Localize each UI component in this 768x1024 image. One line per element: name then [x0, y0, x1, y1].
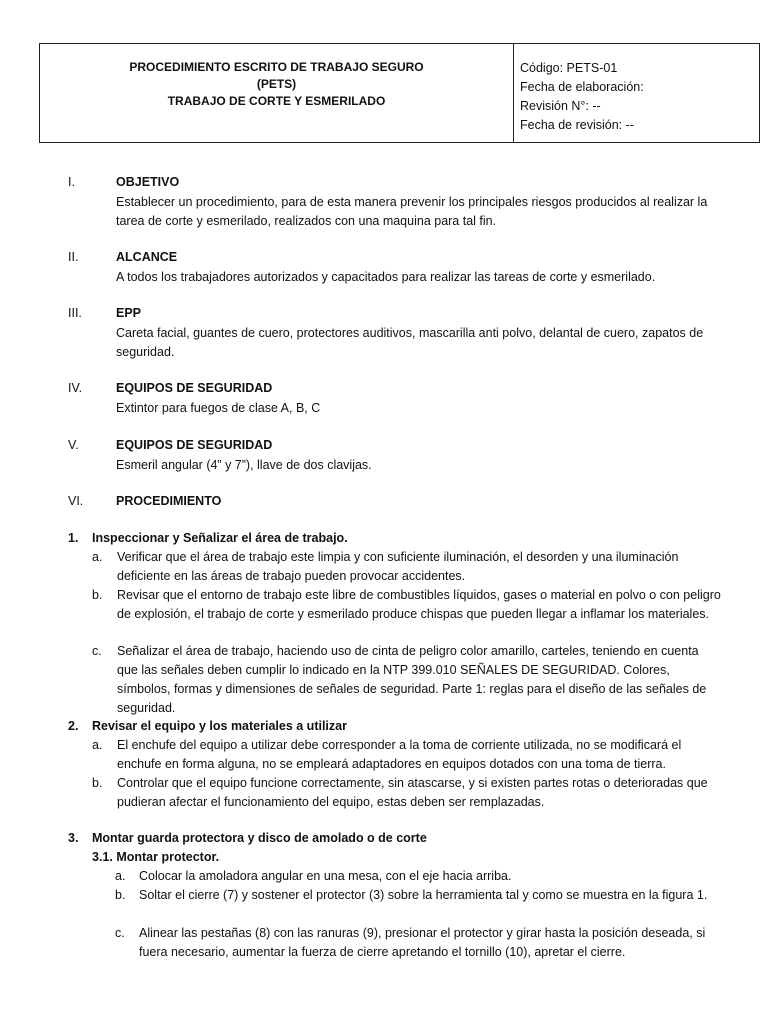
header-title-line2: (PETS) [256, 77, 297, 91]
step-title: Revisar el equipo y los materiales a utilizar [92, 719, 347, 733]
section-body: Establecer un procedimiento, para de esta manera prevenir los principales riesgos producidos al realizar la tarea de corte y esmerilado, realizados con una maquina para tal fin. [116, 194, 708, 228]
item-text: Alinear las pestañas (8) con las ranuras (9), presionar el protector y girar hasta la posición deseada, si fuera necesario, aumentar la fuerza de cierre apretando el tornillo (10), apretar el cierre. [139, 926, 706, 959]
item-letter: b. [92, 776, 103, 790]
elaboration-date: Fecha de elaboración: [520, 80, 644, 94]
step-number: 1. [68, 531, 79, 545]
item-text: Colocar la amoladora angular en una mesa, con el eje hacia arriba. [139, 869, 512, 883]
revision-number: Revisión N°: -- [520, 99, 601, 113]
section-number: IV. [68, 381, 83, 395]
section-title: EQUIPOS DE SEGURIDAD [116, 438, 273, 452]
section-title: OBJETIVO [116, 175, 180, 189]
item-letter: b. [115, 888, 126, 902]
header-title-line3: TRABAJO DE CORTE Y ESMERILADO [167, 94, 386, 108]
step-number: 2. [68, 719, 79, 733]
section-body: A todos los trabajadores autorizados y capacitados para realizar las tareas de corte y esmerilado. [116, 269, 656, 284]
step-title: Inspeccionar y Señalizar el área de trabajo. [92, 531, 348, 545]
section-number: VI. [68, 494, 84, 508]
section-number: I. [68, 175, 75, 189]
section-body: Careta facial, guantes de cuero, protectores auditivos, mascarilla anti polvo, delantal de cuero, zapatos de seguridad. [116, 325, 704, 359]
item-letter: c. [115, 926, 125, 940]
section-title: EPP [116, 306, 142, 320]
item-text: Soltar el cierre (7) y sostener el protector (3) sobre la herramienta tal y como se muestra en la figura 1. [139, 888, 708, 902]
section-body: Extintor para fuegos de clase A, B, C [116, 400, 321, 415]
item-text: Señalizar el área de trabajo, haciendo uso de cinta de peligro color amarillo, carteles, teniendo en cuenta que las señales deben cumplir lo indicado en la NTP 399.010 SEÑALES DE SEGURIDAD. Colores, símbolos, formas y dimensiones de señales de seguridad. Parte 1: reglas para el diseño de las señales de seguridad. [117, 644, 707, 715]
document-code: Código: PETS-01 [520, 61, 618, 75]
step-title: Montar guarda protectora y disco de amolado o de corte [92, 831, 427, 845]
section-title: EQUIPOS DE SEGURIDAD [116, 381, 273, 395]
step-number: 3. [68, 831, 79, 845]
item-letter: a. [92, 550, 103, 564]
document-header [39, 43, 760, 143]
item-text: Verificar que el área de trabajo este limpia y con suficiente iluminación, el desorden y una iluminación deficiente en las áreas de trabajo pueden provocar accidentes. [117, 550, 679, 583]
header-meta-block [514, 44, 759, 142]
item-text: El enchufe del equipo a utilizar debe corresponder a la toma de corriente utilizada, no se modificará el enchufe en forma alguna, no se empleará adaptadores en equipos dotados con una toma de tierra. [117, 738, 682, 771]
header-title-line1: PROCEDIMIENTO ESCRITO DE TRABAJO SEGURO [129, 60, 424, 74]
section-body: Esmeril angular (4” y 7”), llave de dos clavijas. [116, 457, 372, 472]
item-letter: a. [115, 869, 126, 883]
item-letter: b. [92, 588, 103, 602]
item-letter: c. [92, 644, 102, 658]
section-number: III. [68, 306, 82, 320]
step-subtitle: 3.1. Montar protector. [92, 850, 220, 864]
item-letter: a. [92, 738, 103, 752]
header-title-block [40, 44, 514, 142]
item-text: Controlar que el equipo funcione correctamente, sin atascarse, y si existen partes rotas o deterioradas que pudieran afectar el funcionamiento del equipo, estas deben ser remplazadas. [117, 776, 708, 809]
section-number: II. [68, 250, 79, 264]
section-title: PROCEDIMIENTO [116, 494, 222, 508]
section-number: V. [68, 438, 79, 452]
revision-date: Fecha de revisión: -- [520, 118, 634, 132]
section-title: ALCANCE [116, 250, 178, 264]
item-text: Revisar que el entorno de trabajo este libre de combustibles líquidos, gases o material en polvo o con peligro de explosión, el trabajo de corte y esmerilado produce chispas que pueden llegar a inflamar los materiales. [117, 588, 721, 621]
